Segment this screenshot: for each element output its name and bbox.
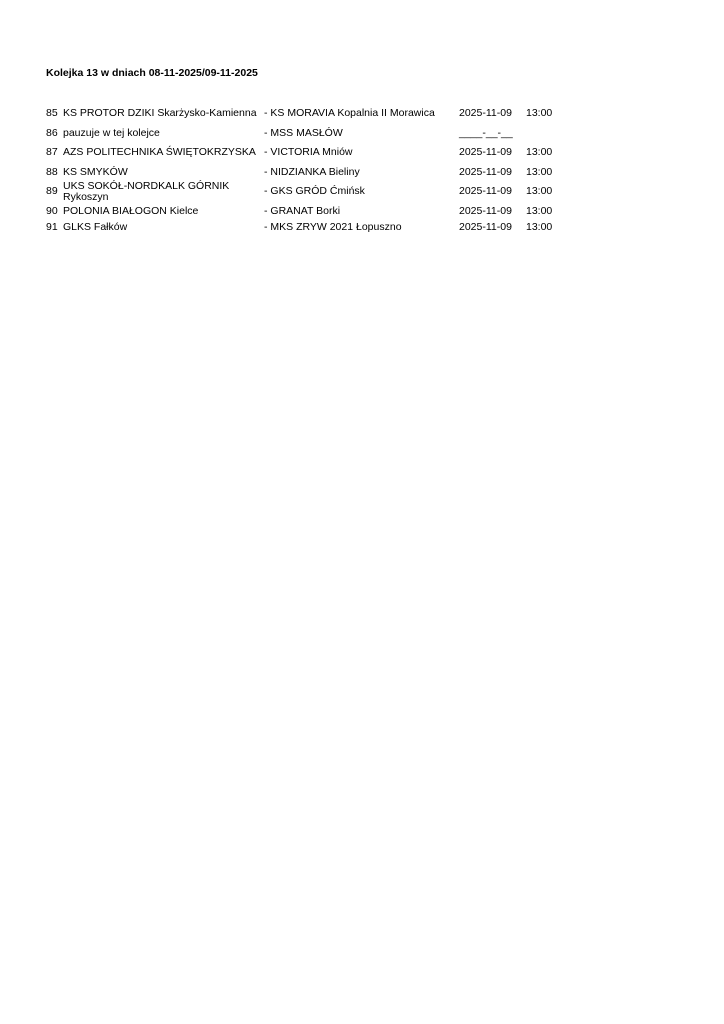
fixture-row [46,180,566,203]
match-date: 2025-11-09 [459,204,512,217]
match-date: 2025-11-09 [459,220,512,233]
away-team: - GRANAT Borki [264,204,341,217]
away-team: - MSS MASŁÓW [264,126,343,139]
match-number: 85 [46,107,58,119]
match-number: 88 [46,165,58,178]
match-date: 2025-11-09 [459,107,512,119]
match-number: 86 [46,126,58,139]
match-number: 89 [46,185,58,197]
fixture-row [46,102,566,125]
match-date: 2025-11-09 [459,165,512,178]
away-team: - GKS GRÓD Ćmińsk [264,185,365,197]
home-team: pauzuje w tej kolejce [63,126,160,139]
match-number: 87 [46,146,58,158]
away-team: - KS MORAVIA Kopalnia II Morawica [264,107,435,119]
match-time: 13:00 [526,107,553,119]
fixture-row [46,164,566,180]
fixtures-table [46,102,566,235]
fixture-row [46,203,566,219]
away-team: - NIDZIANKA Bieliny [264,165,360,178]
away-team: - MKS ZRYW 2021 Łopuszno [264,220,402,233]
away-team: - VICTORIA Mniów [264,146,353,158]
match-number: 90 [46,204,58,217]
home-team: GLKS Fałków [63,220,128,233]
match-time: 13:00 [526,204,553,217]
match-date: 2025-11-09 [459,185,512,197]
match-number: 91 [46,220,58,233]
home-team: KS SMYKÓW [63,165,128,178]
home-team: UKS SOKÓŁ-NORDKALK GÓRNIK Rykoszyn [63,179,230,203]
fixture-row [46,141,566,164]
match-time: 13:00 [526,185,553,197]
home-team: POLONIA BIAŁOGON Kielce [63,204,199,217]
match-date: 2025-11-09 [459,146,512,158]
match-time: 13:00 [526,165,553,178]
match-time: 13:00 [526,146,553,158]
match-time: 13:00 [526,220,553,233]
home-team: AZS POLITECHNIKA ŚWIĘTOKRZYSKA [63,146,256,158]
round-title: Kolejka 13 w dniach 08-11-2025/09-11-2025 [46,67,258,79]
fixture-row [46,125,566,141]
fixture-row [46,219,566,235]
home-team: KS PROTOR DZIKI Skarżysko-Kamienna [63,107,257,119]
match-date: ____-__-__ [459,126,513,139]
